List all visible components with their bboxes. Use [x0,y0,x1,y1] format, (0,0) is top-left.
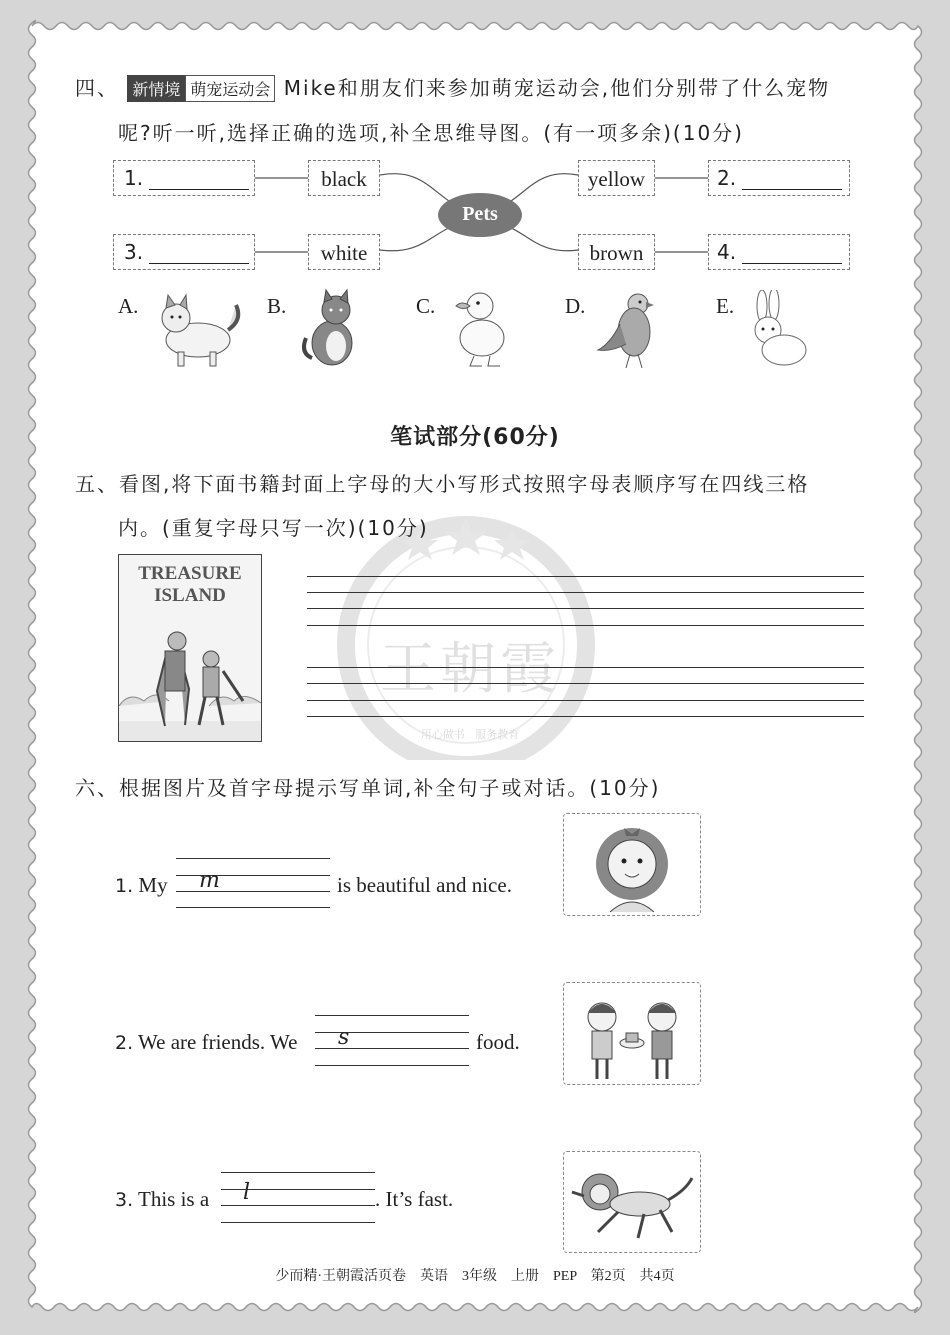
answer-line-2[interactable] [742,167,842,190]
mindmap-blank-3[interactable]: 3. [113,234,255,270]
context-tag: 新情境 [127,75,185,102]
color-white: white [308,234,380,270]
written-section-heading: 笔试部分(60分) [390,425,560,450]
item3-sentence: 3. This is a [115,1187,210,1211]
book-cover [118,554,262,742]
section6-number: 六、 [75,776,119,800]
watermark-slogan: 用心做书 服务教育 [420,728,520,741]
girl-face-icon [564,814,700,915]
item2-sentence: 2. We are friends. We [115,1030,298,1054]
dog-icon[interactable] [148,290,243,370]
lion-icon [564,1152,700,1252]
color-black: black [308,160,380,196]
bird-icon[interactable] [596,290,666,372]
item3-sentence-end: . It’s fast. [375,1187,454,1211]
option-e-label: E. [716,294,735,318]
theme-tag: 萌宠运动会 [185,75,275,102]
option-d-label: D. [565,294,586,318]
option-c-label: C. [416,294,436,318]
section5-instruction-2: 内。(重复字母只写一次)(10分) [118,516,429,540]
cat-icon[interactable] [300,288,370,373]
friends-sharing-icon [564,983,700,1084]
section5-instruction-1: 看图,将下面书籍封面上字母的大小写形式按照字母表顺序写在四线三格 [119,472,810,496]
option-a-label: A. [118,294,139,318]
item2-hint-letter: s [338,1025,350,1050]
mindmap-blank-4[interactable]: 4. [708,234,850,270]
item3-picture [563,1151,701,1253]
section5-line1 [75,468,809,497]
color-brown: brown [578,234,655,270]
item1-sentence-end: is beautiful and nice. [337,873,512,897]
duck-icon[interactable] [448,288,513,373]
answer-line-3[interactable] [149,241,249,264]
item1-hint-letter: m [199,868,220,893]
item2-sentence-end: food. [476,1030,520,1054]
answer-line-4[interactable] [742,241,842,264]
section6-instruction: 根据图片及首字母提示写单词,补全句子或对话。(10分) [119,776,661,800]
color-yellow: yellow [578,160,655,196]
section4-number: 四、 [75,76,119,100]
option-b-label: B. [267,294,287,318]
pets-center-node: Pets [462,203,498,225]
section4-instruction-2: 呢?听一听,选择正确的选项,补全思维导图。(有一项多余)(10分) [118,121,744,145]
section6-line [75,772,660,801]
book-illustration [119,611,261,741]
item3-hint-letter: l [243,1180,251,1205]
item1-sentence: 1. My [115,873,168,897]
mindmap-blank-1[interactable]: 1. [113,160,255,196]
book-title-line1: TREASURE [138,563,242,584]
watermark-name: 王朝霞 [380,637,560,702]
section4-instruction-1: Mike和朋友们来参加萌宠运动会,他们分别带了什么宠物 [283,76,831,100]
item2-picture [563,982,701,1085]
page-footer: 少而精·王朝霞活页卷 英语 3年级 上册 PEP 第2页 共4页 [275,1269,675,1284]
mindmap-blank-2[interactable]: 2. [708,160,850,196]
rabbit-icon[interactable] [744,290,814,372]
item1-picture [563,813,701,916]
answer-line-1[interactable] [149,167,249,190]
section4-line1 [75,72,830,102]
section5-number: 五、 [75,472,119,496]
book-title-line2: ISLAND [154,585,226,606]
